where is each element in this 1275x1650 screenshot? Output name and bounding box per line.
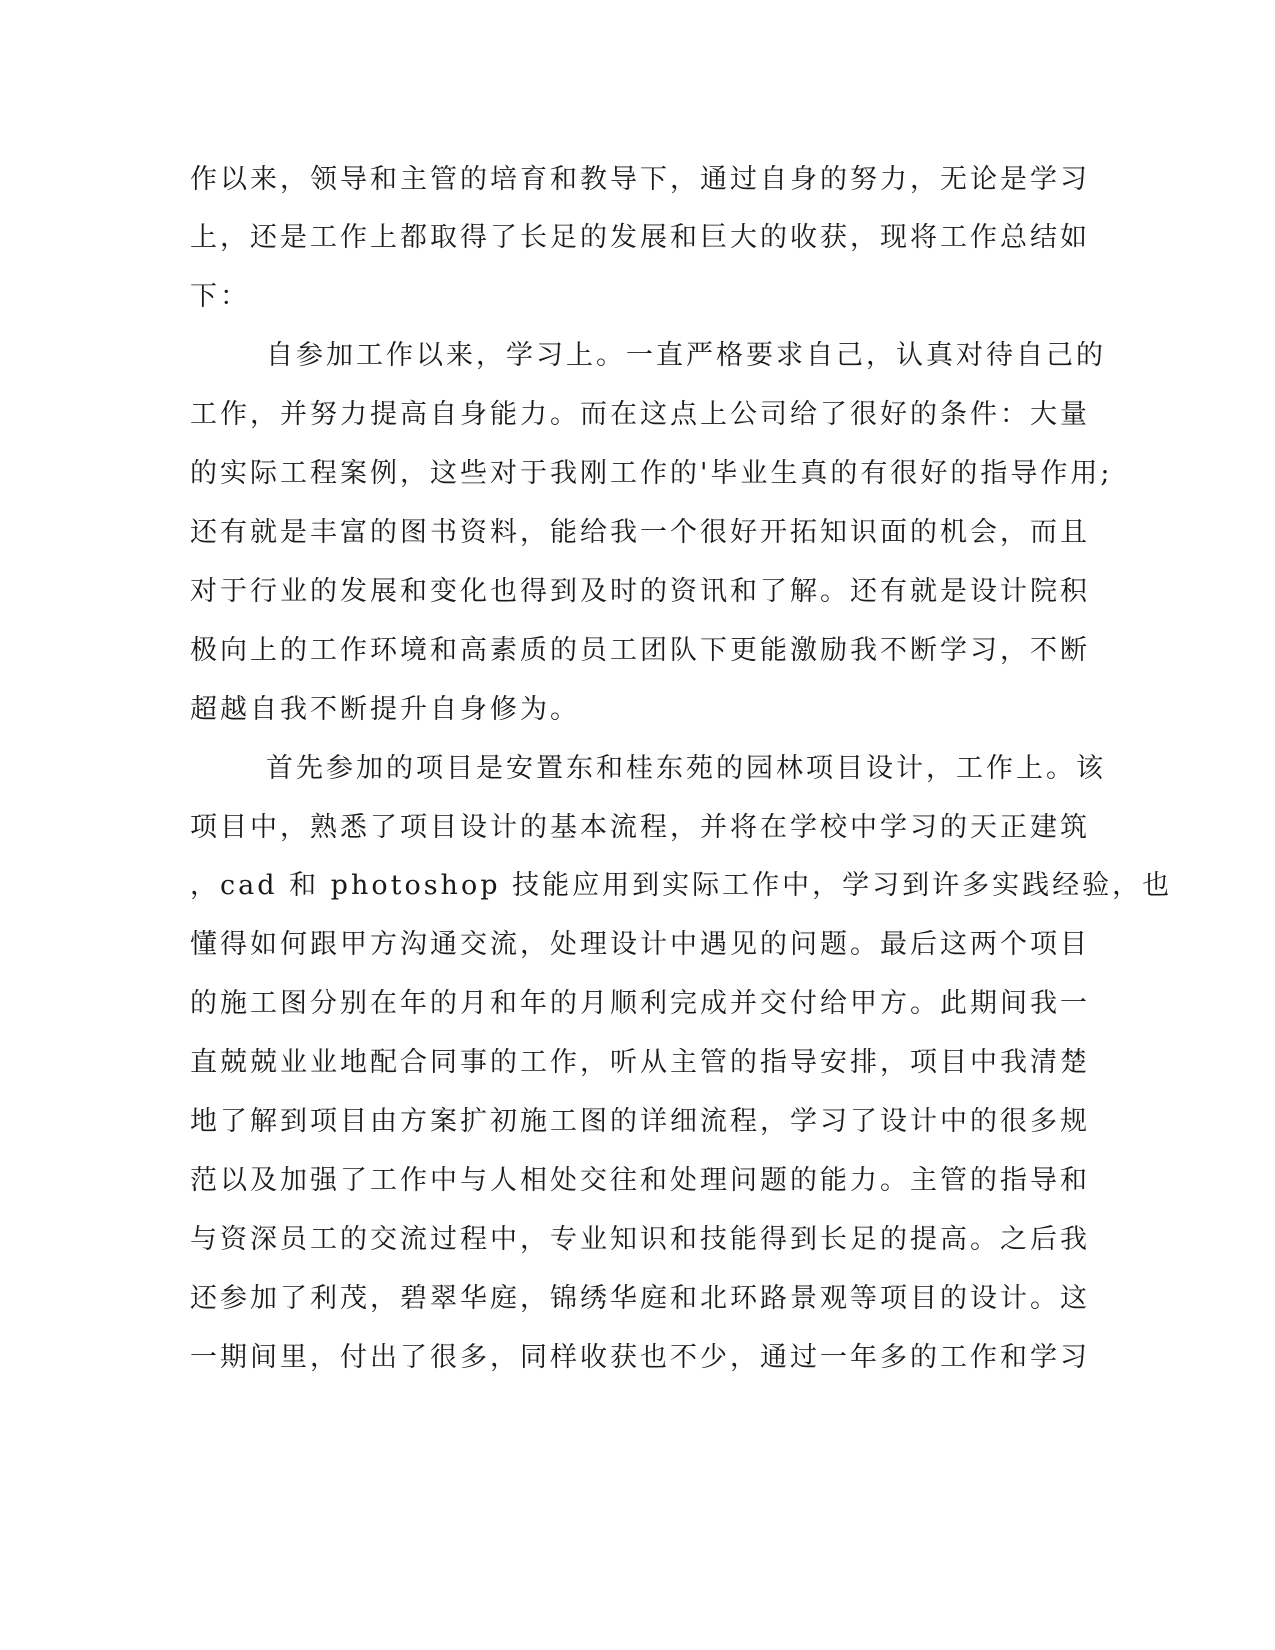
text-line: 上，还是工作上都取得了长足的发展和巨大的收获，现将工作总结如 bbox=[190, 222, 1090, 253]
text-line: 下： bbox=[190, 281, 250, 312]
text-line: 超越自我不断提升自身修为。 bbox=[190, 694, 580, 725]
text-line: ，cad 和 photoshop 技能应用到实际工作中，学习到许多实践经验，也 bbox=[190, 870, 1173, 901]
text-line: 还参加了利茂，碧翠华庭，锦绣华庭和北环路景观等项目的设计。这 bbox=[190, 1283, 1090, 1314]
text-line: 地了解到项目由方案扩初施工图的详细流程，学习了设计中的很多规 bbox=[190, 1106, 1090, 1137]
text-line: 还有就是丰富的图书资料，能给我一个很好开拓知识面的机会，而且 bbox=[190, 517, 1090, 548]
text-line: 的施工图分别在年的月和年的月顺利完成并交付给甲方。此期间我一 bbox=[190, 988, 1090, 1019]
paragraph-first-line: 首先参加的项目是安置东和桂东苑的园林项目设计，工作上。该 bbox=[266, 753, 1106, 784]
text-line: 的实际工程案例，这些对于我刚工作的'毕业生真的有很好的指导作用; bbox=[190, 458, 1113, 489]
paragraph-first-line: 自参加工作以来，学习上。一直严格要求自己，认真对待自己的 bbox=[266, 340, 1106, 371]
text-line: 对于行业的发展和变化也得到及时的资讯和了解。还有就是设计院积 bbox=[190, 576, 1090, 607]
text-line: 作以来，领导和主管的培育和教导下，通过自身的努力，无论是学习 bbox=[190, 164, 1090, 195]
text-line: 工作，并努力提高自身能力。而在这点上公司给了很好的条件：大量 bbox=[190, 399, 1090, 430]
text-line: 范以及加强了工作中与人相处交往和处理问题的能力。主管的指导和 bbox=[190, 1165, 1090, 1196]
text-line: 与资深员工的交流过程中，专业知识和技能得到长足的提高。之后我 bbox=[190, 1224, 1090, 1255]
text-line: 懂得如何跟甲方沟通交流，处理设计中遇见的问题。最后这两个项目 bbox=[190, 929, 1090, 960]
text-line: 项目中，熟悉了项目设计的基本流程，并将在学校中学习的天正建筑 bbox=[190, 812, 1090, 843]
text-line: 极向上的工作环境和高素质的员工团队下更能激励我不断学习，不断 bbox=[190, 635, 1090, 666]
text-line: 一期间里，付出了很多，同样收获也不少，通过一年多的工作和学习 bbox=[190, 1342, 1090, 1373]
text-line: 直兢兢业业地配合同事的工作，听从主管的指导安排，项目中我清楚 bbox=[190, 1047, 1090, 1078]
